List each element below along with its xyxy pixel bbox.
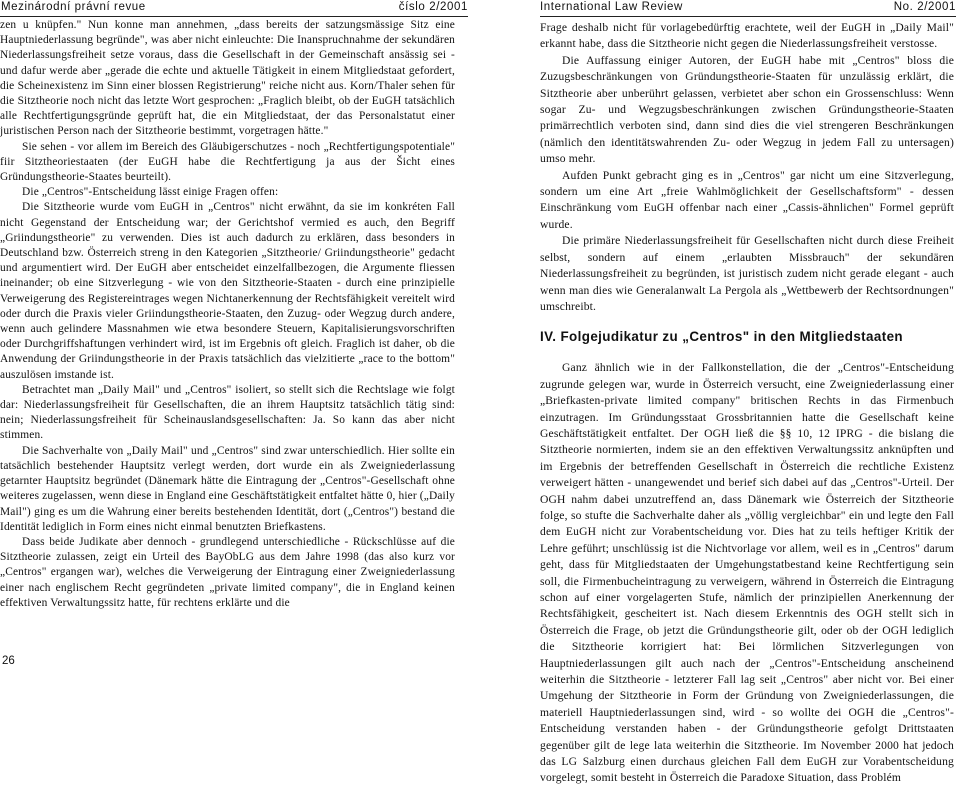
paragraph: Die primäre Niederlassungsfreiheit für Gesellschaften nicht durch diese Freiheit selbst, sondern auf einem „erlaubten Missbrauch" der sekundären Niederlassungsfreiheit zu begründen, ist juristisch zudem nicht gerade elegant - auch wenn man dies wie Generalanwalt La Pergola als „Wettbewerb der Rechtsordnungen" umschreibt. — [540, 234, 954, 313]
paragraph: Die Auffassung einiger Autoren, der EuGH habe mit „Centros" bloss die Zuzugsbeschränkungen von Gründungstheorie-Staaten für unzulässig erklärt, die Sitztheorie aber unberührt gelassen, verbietet aber schon ein Grossenschluss: Wenn sogar Zu- und Wegzugsbeschränkungen zwischen Gründungstheorie-Staaten primärrechtlich verboten sind, dann sind dies die viel strengeren Beschränkungen (nämlich den identitätswahrenden Zu- oder Wegzug in jedem Fall zu untersagen) umso mehr. — [540, 53, 954, 166]
left-running-head — [0, 1, 478, 15]
issue-number: No. 2/2001 — [893, 1, 956, 13]
left-page — [0, 0, 478, 701]
right-running-head — [482, 1, 960, 15]
paragraph: zen u knüpfen." Nun konne man annehmen, „dass bereits der satzungsmässige Sitz eine Hauptniederlassung begründe", was aber nicht einleuchte: Die Inanspruchnahme der sekundären Niederlassungsfreiheit setze voraus, dass die Gesellschaft in der Gemeinschaft ansässig sei - und dafur werde aber „gerade die echte und aktuelle Tätigkeit in einem Mitgliedstaat gefordert, die Scheinexistenz im Sinn einer blossen Registrierung" reiche nicht aus. Korn/Thaler sehen für die Sitztheorie noch nicht das letzte Wort gesprochen: „Fraglich bleibt, ob der EuGH tatsächlich alle Rechtfertigungsgründe geprüft hat, die ein Mitgliedstaat, der das Personalstatut einer juristischen Person nach der Sitztheorie bestimmt, vorgetragen hätte." — [0, 19, 455, 138]
paragraph: Betrachtet man „Daily Mail" und „Centros" isoliert, so stellt sich die Rechtslage wie folgt dar: Niederlassungsfreiheit für Gesellschaften, die an ihrem Hauptsitz tatsächlich tätig sind: nein; Niederlassungsfreiheit für Scheinauslandsgesellschaften: Ja. So kann das aber nicht stimmen. — [0, 383, 455, 442]
journal-title: International Law Review — [540, 1, 683, 13]
header-rule — [540, 16, 956, 17]
paragraph: Die Sachverhalte von „Daily Mail" und „Centros" sind zwar unterschiedlich. Hier sollte ein tatsächlich bestehender Hauptsitz verlegt werden, dort wurde ein als Zweigniederlassung getarnter Hauptsitz begründet (Dänemark hätte die Eintragung der „Centros"-Gesellschaft ohne weiteres zugelassen, wenn diese in England eine Geschäftstätigkeit entfaltet hätte 0, hier („Daily Mail") ging es um die Wahrung einer bereits bestehenden Identität, dort („Centros") bestand die Identität lediglich in Form eines nicht einmal benutzten Briefkastens. — [0, 444, 455, 533]
journal-title: Mezinárodní právní revue — [1, 1, 146, 13]
left-text-column — [0, 18, 455, 611]
issue-number: číslo 2/2001 — [398, 1, 468, 13]
paragraph: Dass beide Judikate aber dennoch - grundlegend unterschiedliche - Rückschlüsse auf die Sitztheorie zulassen, zeigt ein Urteil des BayObLG aus dem Jahre 1998 (das also kurz vor „Centros" ergangen war), welches die Verweigerung der Eintragung einer Zweigniederlassung einer nach englischem Recht gegründeten „private limited company", die in England keinen effektiven Verwaltungssitz hatte, für rechtens erklärte und die — [0, 535, 455, 609]
paragraph: Aufden Punkt gebracht ging es in „Centros" gar nicht um eine Sitzverlegung, sondern um eine Art „freie Wahlmöglichkeit der Gesellschaftsform" - dessen Einschränkung vom EuGH offenbar nach einer „Cassis-ähnlichen" Formel geprüft wurde. — [540, 168, 954, 231]
paragraph: Die Sitztheorie wurde vom EuGH in „Centros" nicht erwähnt, da sie im konkréten Fall nicht Gegenstand der Entscheidung war; der Gerichtshof vermied es auch, den Begriff „Griindungstheorie" zu verwenden. Dies ist auch dadurch zu erklären, dass besonders in Deutschland bzw. Österreich streng in den Kategorien „Sitztheorie/ Griindungstheorie" gedacht und argumentiert wird. Der EuGH aber entscheidet einzelfallbezogen, die Argumente fliessen ineinander; ob eine Sitzverlegung - wie von den Sitztheorie-Staaten - durch eine prinzipielle Verweigerung des Registereintrages wegen Nichtanerkennung der Rechtsfähigkeit vereitelt wird oder durch die Praxis vieler Griindungstheorie-Staaten, den Zuzug- oder Wegzug durch andere, wenn auch gelindere Massnahmen wie etwa besondere Steuern, Kapitalisierungsvorschriften oder Durchgriffshaftungen verhindert wird, ist im Ergebnis oft gleich. Fraglich ist daher, ob die Anwendung der Griindungstheorie in der Praxis tatsächlich das vielzitierte „race to the bottom" auszulösen imstande ist. — [0, 201, 455, 381]
paragraph: Die „Centros"-Entscheidung lässt einige Fragen offen: — [22, 186, 279, 199]
section-heading: IV. Folgejudikatur zu „Centros" in den Mitgliedstaaten — [540, 329, 904, 345]
right-text-column — [540, 20, 954, 787]
right-page — [482, 0, 960, 785]
paragraph: Frage deshalb nicht für vorlagebedürftig erachtete, weil der EuGH in „Daily Mail" erkannt habe, dass die Sitztheorie nicht gegen die Niederlassungsfreiheit verstosse. — [540, 21, 954, 51]
paragraph: Sie sehen - vor allem im Bereich des Gläubigerschutzes - noch „Rechtfertigungspotentiale" fiir Sitztheoriestaaten (der EuGH habe die Rechtfertigung ja aus der Šicht eines Gründungstheorie-Staates beurteilt). — [0, 140, 455, 184]
page-number: 26 — [2, 655, 15, 667]
header-rule — [0, 16, 468, 17]
paragraph: Ganz ähnlich wie in der Fallkonstellation, die der „Centros"-Entscheidung zugrunde gelegen war, wurde in Österreich versucht, eine Zweigniederlassung einer „Briefkasten-private limited company" britischen Rechts in das Firmenbuch einzutragen. Im Gründungsstaat Grossbritannien hatte die Gesellschaft keine Geschäftstätigkeit entfaltet. Der OGH ließ die §§ 10, 12 IPRG - die bislang die Sitztheorie normierten, indem sie an den effektiven Verwaltungssitz anknüpften und im Ergebnis der betreffenden Gesellschaft in Österreich die rechtliche Existenz verweigert hätten - unangewendet und berief sich dabei auf das „Centros"-Urteil. Der OGH nahm dabei unzutreffend an, dass Dänemark wie Österreich der Sitztheorie folge, so stufte die Sachverhalte daher als „völlig vergleichbar" ein und legte den Fall dem EuGH nicht zur Vorabentscheidung vor. Dies hat zu teils heftiger Kritik der Lehre geführt; unschlüssig ist die Nichtvorlage vor allem, weil es in „Centros" darum geht, dass für Mitgliedstaaten der Umgehungstatbestand keine Rechtfertigung sein soll, die Firmenbucheintragung zu verweigern, während in Österreich die Eintragung schon auf einer vorgelagerten Stufe, nämlich der prinzipiellen Anerkennung der Rechtsfähigkeit, gescheitert ist. Nach diesem Erkenntnis des OGH stellt sich in Österreich die Frage, ob jetzt die Gründungstheorie gilt, oder ob der OGH lediglich die Sitztheorie korrigiert hat: Bei lörmlichen Sitzverlegungen von Hauptniederlassungen gilt auch nach der „Centros"-Entscheidung anscheinend weiterhin die Sitztheorie - letzterer Fall lag seit „Centros" aber nicht vor. Bei einer Umgehung der Sitztheorie in Form der Gründung von Zweigniederlassungen, die materiell Hauptniederlassungen sind, wird - so wollte dei OGH die „Centros"-Entscheidung verstanden haben - der Gründungstheorie gefolgt Drittstaaten gegenüber gilt de lege lata weiterhin die Sitztheorie. Im November 2000 hat jedoch das LG Salzburg einen durchaus gleichen Fall dem EuGH zur Vorabentscheidung vorgelegt, somit besteht in Österreich die Paradoxe Situation, dass Problém — [540, 361, 954, 785]
